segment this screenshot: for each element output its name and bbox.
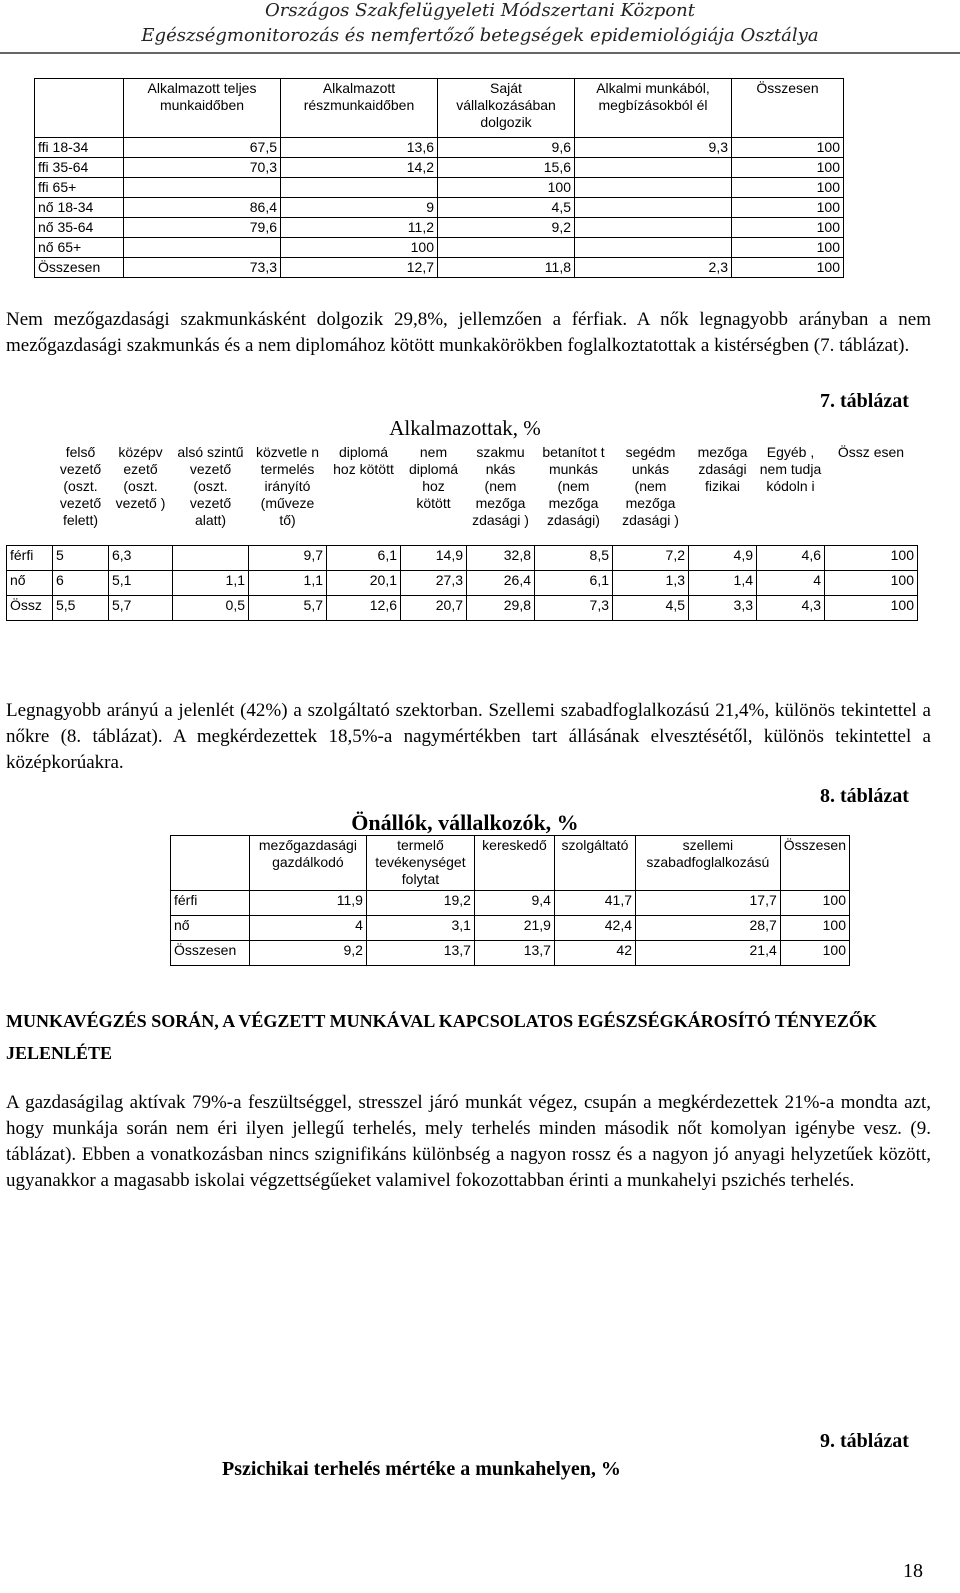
table-cell: 11,8	[438, 258, 575, 278]
table-cell: nő	[7, 571, 53, 596]
table-cell: 100	[780, 941, 849, 966]
table-cell	[173, 546, 249, 571]
table-header-cell: Saját vállalkozásában dolgozik	[438, 79, 575, 138]
table-cell: 32,8	[467, 546, 535, 571]
section-heading: MUNKAVÉGZÉS SORÁN, A VÉGZETT MUNKÁVAL KAPCSOLATOS EGÉSZSÉGKÁROSÍTÓ TÉNYEZŐK JELENLÉTE	[6, 1011, 877, 1063]
table-cell: 1,4	[689, 571, 757, 596]
table-cell: 9	[281, 198, 438, 218]
table-cell: 13,7	[474, 941, 554, 966]
table-cell: 4,3	[757, 596, 825, 621]
table-cell: 1,3	[613, 571, 689, 596]
header-rule	[0, 52, 960, 54]
table-cell: 20,7	[401, 596, 467, 621]
paragraph-3	[6, 1090, 931, 1194]
page-number: 18	[903, 1560, 923, 1582]
table-cell: 4	[249, 916, 366, 941]
table-header-row	[35, 79, 844, 138]
table-cell: 100	[825, 596, 918, 621]
table-cell: 8,5	[535, 546, 613, 571]
table-cell: 28,7	[636, 916, 781, 941]
table-cell: 0,5	[173, 596, 249, 621]
table-cell: 27,3	[401, 571, 467, 596]
table-cell: 79,6	[124, 218, 281, 238]
table-cell: 6,1	[535, 571, 613, 596]
table-cell: 1,1	[173, 571, 249, 596]
table-header-cell: nem diplomá hoz kötött	[408, 444, 459, 511]
table-cell: 100	[732, 258, 844, 278]
table-8-title: Önállók, vállalkozók, %	[351, 810, 579, 835]
table-header-cell: segédm unkás (nem mezőga zdasági )	[622, 444, 679, 528]
table-cell: nő	[171, 916, 250, 941]
table-cell: 14,9	[401, 546, 467, 571]
header-institute: Országos Szakfelügyeleti Módszertani Központ	[265, 0, 695, 21]
table-header-cell: szellemi szabadfoglalkozású	[636, 836, 781, 891]
table-header-cell: szakmu nkás (nem mezőga zdasági )	[472, 444, 529, 528]
table-cell: 4	[757, 571, 825, 596]
table-header-cell: Összesen	[780, 836, 849, 891]
table-cell: 100	[732, 218, 844, 238]
table-cell: 67,5	[124, 138, 281, 158]
table-cell: 42	[554, 941, 635, 966]
table-cell: 13,7	[366, 941, 474, 966]
table-header-cell: Alkalmazott részmunkaidőben	[281, 79, 438, 138]
table-header-cell: közvetle n termelés irányító (műveze tő)	[255, 444, 320, 528]
table-cell: 4,5	[613, 596, 689, 621]
table-header-cell	[171, 836, 250, 891]
table-cell	[575, 158, 732, 178]
table-header-cell: alsó szintű vezető (oszt. vezető alatt)	[177, 444, 244, 528]
table-cell	[575, 178, 732, 198]
table-cell: 9,7	[249, 546, 327, 571]
table-header-cell: Egyéb , nem tudja kódoln i	[759, 444, 822, 494]
paragraph-3-text: A gazdaságilag aktívak 79%-a feszültséggel, stresszel járó munkát végez, csupán a megkérdezettek 21%-a mondta azt, hogy munkája során nem éri ilyen jellegű terhelés, mely terhelés minden második nőt komolyan igénybe vesz. (9. táblázat). Ebben a vonatkozásban nincs szignifikáns különbség a nagyon rossz és a nagyon jó anyagi helyzetűek között, ugyanakkor a magasabb iskolai végzettségűeket valamivel fokozottabban érinti a munkahelyi pszichés terhelés.	[6, 1092, 931, 1191]
table-cell: férfi	[171, 891, 250, 916]
table-header-cell	[7, 443, 53, 546]
table-cell: 73,3	[124, 258, 281, 278]
table-7-caption: 7. táblázat	[820, 390, 909, 412]
table-header-cell: Alkalmazott teljes munkaidőben	[124, 79, 281, 138]
header-department: Egészségmonitorozás és nemfertőző betegségek epidemiológiája Osztálya	[141, 25, 819, 46]
table-header-cell: középv ezető (oszt. vezető )	[115, 444, 166, 511]
table-cell	[575, 238, 732, 258]
table-cell: 9,6	[438, 138, 575, 158]
table-cell: 100	[732, 138, 844, 158]
table-header-cell: betanítot t munkás (nem mezőga zdasági)	[542, 444, 605, 528]
table-cell: 9,2	[438, 218, 575, 238]
table-header-row	[171, 836, 850, 891]
table-cell: 100	[438, 178, 575, 198]
table-cell: 9,4	[474, 891, 554, 916]
table-cell: 14,2	[281, 158, 438, 178]
table-cell: 42,4	[554, 916, 635, 941]
table-cell: 100	[825, 546, 918, 571]
table-cell: 3,1	[366, 916, 474, 941]
table-cell: 21,4	[636, 941, 781, 966]
table-cell: 19,2	[366, 891, 474, 916]
paragraph-2	[6, 698, 931, 776]
table-cell: 100	[780, 891, 849, 916]
table-cell: 5,7	[249, 596, 327, 621]
table-cell: 1,1	[249, 571, 327, 596]
employees-occupation-table	[6, 443, 918, 621]
table-cell: Összesen	[35, 258, 124, 278]
table-cell: 12,6	[327, 596, 401, 621]
table-cell: 11,9	[249, 891, 366, 916]
table-row	[35, 198, 844, 218]
table-row	[35, 238, 844, 258]
table-8-caption: 8. táblázat	[820, 785, 909, 807]
table-cell	[438, 238, 575, 258]
table-row	[171, 916, 850, 941]
table-cell: 100	[732, 198, 844, 218]
table-header-cell: kereskedő	[474, 836, 554, 891]
table-cell: nő 35-64	[35, 218, 124, 238]
employment-type-table	[34, 78, 844, 278]
table-cell: ffi 18-34	[35, 138, 124, 158]
table-row	[35, 138, 844, 158]
table-row	[35, 218, 844, 238]
table-cell: 86,4	[124, 198, 281, 218]
table-cell: 9,3	[575, 138, 732, 158]
table-cell: 100	[732, 238, 844, 258]
table-cell: 100	[732, 158, 844, 178]
paragraph-1	[6, 307, 931, 359]
table-cell: ffi 65+	[35, 178, 124, 198]
table-7-title: Alkalmazottak, %	[389, 416, 541, 440]
table-cell: 5,1	[109, 571, 173, 596]
table-cell: 7,2	[613, 546, 689, 571]
table-cell: 9,2	[249, 941, 366, 966]
table-cell	[575, 198, 732, 218]
table-cell: 13,6	[281, 138, 438, 158]
table-cell: 4,9	[689, 546, 757, 571]
table-cell: 70,3	[124, 158, 281, 178]
table-cell: 4,5	[438, 198, 575, 218]
table-cell: 11,2	[281, 218, 438, 238]
table-cell: 15,6	[438, 158, 575, 178]
table-row	[35, 178, 844, 198]
table-cell	[124, 178, 281, 198]
table-9-title: Pszichikai terhelés mértéke a munkahelyen, %	[222, 1458, 621, 1480]
table-cell	[124, 238, 281, 258]
table-row	[35, 158, 844, 178]
table-cell: 100	[732, 178, 844, 198]
table-cell: 20,1	[327, 571, 401, 596]
table-cell: 4,6	[757, 546, 825, 571]
table-cell: 17,7	[636, 891, 781, 916]
table-header-cell: termelő tevékenységet folytat	[366, 836, 474, 891]
paragraph-1-text: Nem mezőgazdasági szakmunkásként dolgozik 29,8%, jellemzően a férfiak. A nők legnagyobb arányban a nem mezőgazdasági szakmunkás és a nem diplomához kötött munkakörökben foglalkoztatottak a kistérségben (7. táblázat).	[6, 309, 931, 356]
table-cell: 6,1	[327, 546, 401, 571]
table-cell	[575, 218, 732, 238]
table-cell: 100	[825, 571, 918, 596]
table-cell: Össz	[7, 596, 53, 621]
table-header-cell: szolgáltató	[554, 836, 635, 891]
table-cell: férfi	[7, 546, 53, 571]
table-header-cell: diplomá hoz kötött	[333, 444, 394, 477]
table-cell: 6	[53, 571, 109, 596]
table-row	[7, 546, 918, 571]
table-cell	[281, 178, 438, 198]
table-cell: 5,5	[53, 596, 109, 621]
table-header-cell: felső vezető (oszt. vezető felett)	[59, 444, 102, 528]
table-cell: 12,7	[281, 258, 438, 278]
table-row	[7, 596, 918, 621]
table-cell: 6,3	[109, 546, 173, 571]
table-cell: 21,9	[474, 916, 554, 941]
table-cell: nő 65+	[35, 238, 124, 258]
table-cell: 100	[281, 238, 438, 258]
table-cell: 7,3	[535, 596, 613, 621]
table-cell: 41,7	[554, 891, 635, 916]
table-cell: 100	[780, 916, 849, 941]
table-cell: 5,7	[109, 596, 173, 621]
table-cell: 2,3	[575, 258, 732, 278]
table-header-cell: Össz esen	[837, 444, 905, 460]
table-row	[171, 891, 850, 916]
table-row	[35, 258, 844, 278]
table-cell: ffi 35-64	[35, 158, 124, 178]
table-cell: 26,4	[467, 571, 535, 596]
paragraph-2-text: Legnagyobb arányú a jelenlét (42%) a szolgáltató szektorban. Szellemi szabadfoglalkozású 21,4%, különös tekintettel a nőkre (8. táblázat). A megkérdezettek 18,5%-a nagymértékben tart állásának elvesztésétől, különös tekintettel a középkorúakra.	[6, 700, 931, 773]
table-cell: Összesen	[171, 941, 250, 966]
self-employed-table	[170, 835, 850, 966]
table-header-cell: Összesen	[732, 79, 844, 138]
table-cell: 5	[53, 546, 109, 571]
table-header-row	[7, 443, 918, 546]
table-cell: 3,3	[689, 596, 757, 621]
table-row	[7, 571, 918, 596]
table-header-cell	[35, 79, 124, 138]
table-header-cell: mezőga zdasági fizikai	[697, 444, 748, 494]
table-header-cell: Alkalmi munkából, megbízásokból él	[575, 79, 732, 138]
table-row	[171, 941, 850, 966]
table-cell: 29,8	[467, 596, 535, 621]
table-header-cell: mezőgazdasági gazdálkodó	[249, 836, 366, 891]
table-cell: nő 18-34	[35, 198, 124, 218]
table-9-caption: 9. táblázat	[820, 1430, 909, 1452]
